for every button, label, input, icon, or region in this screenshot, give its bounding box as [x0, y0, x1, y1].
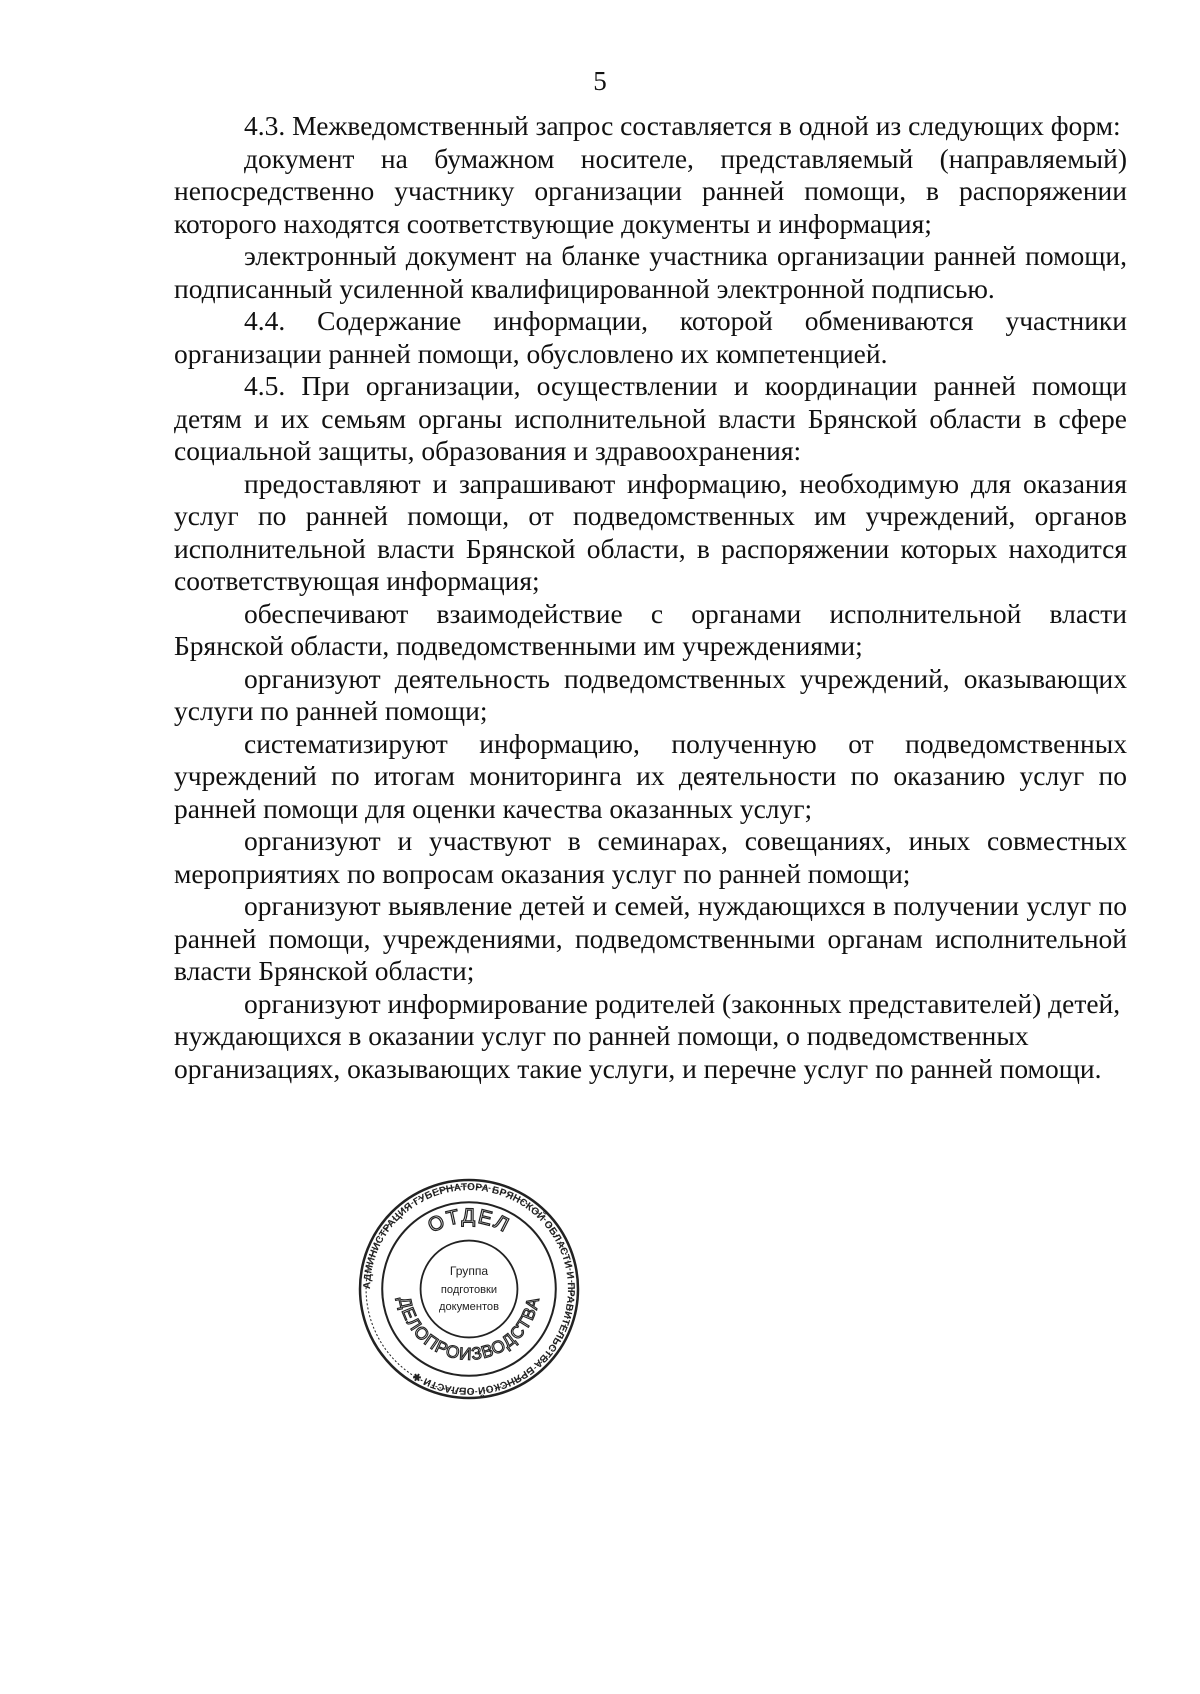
- list-item-organize-activity: организуют деятельность подведомственных учреждений, оказывающих услуги по ранней помощи;: [174, 662, 1127, 726]
- list-item-systematize: систематизируют информацию, полученную от подведомственных учреждений по итогам мониторинга их деятельности по оказанию услуг по ранней помощи для оценки качества оказанных услуг;: [174, 727, 1127, 824]
- seal-graphic: [358, 1178, 580, 1400]
- seal-center-line-3: документов: [439, 1301, 499, 1314]
- paragraph-4-3: 4.3. Межведомственный запрос составляется в одной из следующих форм:: [244, 110, 1121, 141]
- paragraph-4-4: 4.4. Содержание информации, которой обмениваются участники организации ранней помощи, обусловлено их компетенцией.: [174, 305, 1127, 369]
- page-number: 5: [593, 66, 607, 96]
- seal-ring-bottom-text: ДЕЛОПРОИЗВОДСТВА: [394, 1294, 544, 1364]
- list-item-informing: организуют информирование родителей (законных представителей) детей, нуждающихся в оказании услуг по ранней помощи, о подведомственных организациях, оказывающих такие услуги, и перечне услуг по ранней помощи.: [174, 987, 1121, 1084]
- list-item-seminars: организуют и участвуют в семинарах, совещаниях, иных совместных мероприятиях по вопросам оказания услуг по ранней помощи;: [174, 825, 1127, 889]
- list-item-identification: организуют выявление детей и семей, нуждающихся в получении услуг по ранней помощи, учреждениями, подведомственными органам исполнительной власти Брянской области;: [174, 890, 1127, 986]
- seal-center-line-2: подготовки: [440, 1284, 498, 1297]
- paragraph-electronic-document: электронный документ на бланке участника организации ранней помощи, подписанный усиленной квалифицированной электронной подписью.: [174, 240, 1127, 304]
- seal-ring-top-text: ОТДЕЛ: [424, 1205, 514, 1238]
- list-item-interaction: обеспечивают взаимодействие с органами исполнительной власти Брянской области, подведомственными им учреждениями;: [174, 597, 1127, 661]
- seal-outer-ring-text: АДМИНИСТРАЦИЯ ГУБЕРНАТОРА БРЯНСКОЙ ОБЛАСТИ И ПРАВИТЕЛЬСТВА БРЯНСКОЙ ОБЛАСТИ ✱: [362, 1182, 576, 1396]
- document-body: [174, 110, 1127, 1085]
- list-item-provide-request: предоставляют и запрашивают информацию, необходимую для оказания услуг по ранней помощи, от подведомственных им учреждений, органов исполнительной власти Брянской области, в распоряжении которых находится соответствующая информация;: [174, 467, 1127, 596]
- seal-center-line-1: Группа: [449, 1263, 489, 1278]
- paragraph-4-5: 4.5. При организации, осуществлении и координации ранней помощи детям и их семьям органы исполнительной власти Брянской области в сфере социальной защиты, образования и здравоохранения:: [174, 370, 1127, 466]
- office-seal: [358, 1178, 580, 1400]
- svg-text:ОТДЕЛ: [425, 1205, 514, 1237]
- paragraph-paper-document: документ на бумажном носителе, представляемый (направляемый) непосредственно участнику организации ранней помощи, в распоряжении которого находятся соответствующие документы и информация;: [174, 142, 1127, 239]
